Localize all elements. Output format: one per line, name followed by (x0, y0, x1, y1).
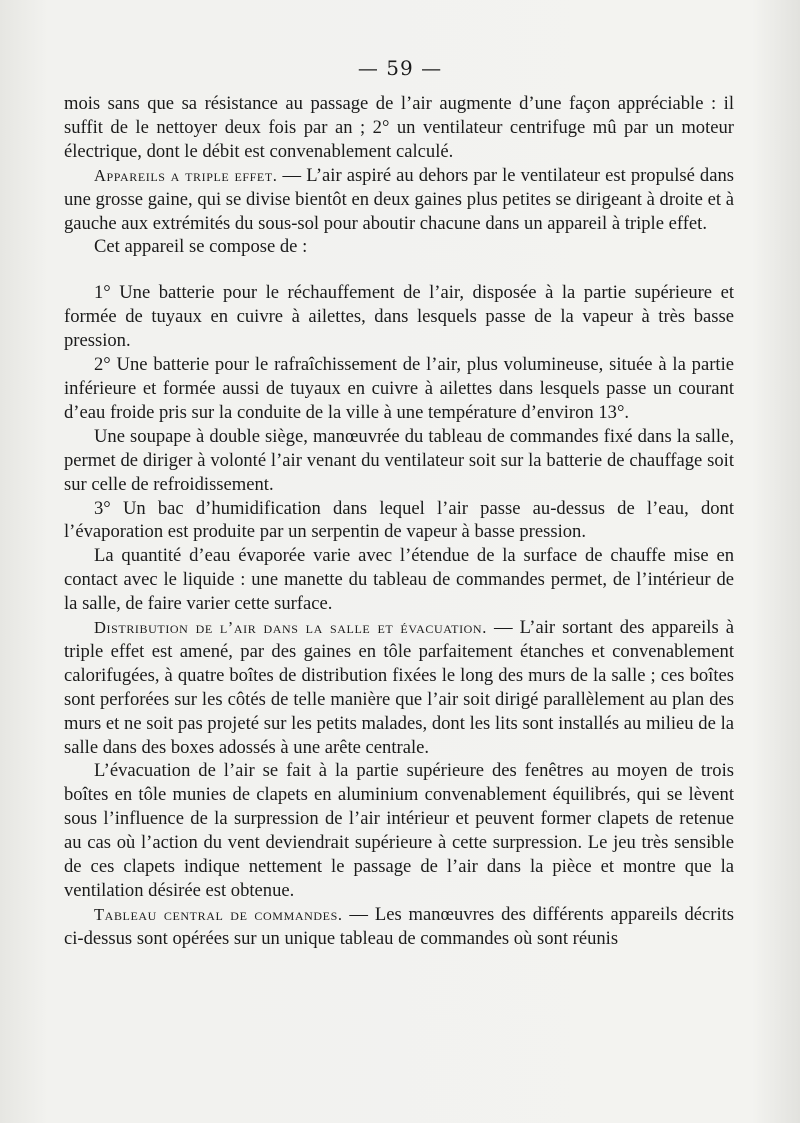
paragraph: Cet appareil se compose de : (94, 236, 308, 258)
paragraph: Une soupape à double siège, manœuvrée du tableau de commandes fixé dans la salle, permet de diriger à volonté l’air venant du ventilateur soit sur la batterie de chauffage soit sur celle de refroidissement. (64, 425, 734, 495)
paragraph: mois sans que sa résistance au passage de l’air augmente d’une façon appréciable : il suffit de le nettoyer deux fois par an ; 2° un ventilateur centrifuge mû par un moteur électrique, dont le débit est convenablement calculé. (64, 93, 734, 162)
paragraph: L’évacuation de l’air se fait à la partie supérieure des fenêtres au moyen de trois boîtes en tôle munies de clapets en aluminium convenablement équilibrés, qui se lèvent sous l’influence de la surpression de l’air intérieur et peuvent former clapets de retenue au cas où l’action du vent deviendrait supérieure à cette surpression. Le jeu très sensible de ces clapets indique nettement le passage de l’air dans la pièce et montre que la ventilation désirée est obtenue. (64, 760, 734, 901)
list-item: 3° Un bac d’humidification dans lequel l’air passe au-dessus de l’eau, dont l’évaporation est produite par un serpentin de vapeur à basse pression. (64, 497, 734, 543)
page-number: — 59 — (357, 56, 443, 80)
list-item: 2° Une batterie pour le rafraîchissement de l’air, plus volumineuse, située à la partie inférieure et formée aussi de tuyaux en cuivre à ailettes dans lesquels passe un courant d’eau froide pris sur la conduite de la ville à une température d’environ 13°. (64, 354, 734, 423)
section-heading: Tableau central de commandes. (94, 904, 343, 924)
list-item: 1° Une batterie pour le réchauffement de l’air, disposée à la partie supérieure et formée de tuyaux en cuivre à ailettes, dans lesquels passe de la vapeur à très basse pression. (64, 282, 734, 352)
paragraph: La quantité d’eau évaporée varie avec l’étendue de la surface de chauffe mise en contact avec le liquide : une manette du tableau de commandes permet, de l’intérieur de la salle, de faire varier cette surface. (64, 545, 734, 615)
paragraph: Tableau central de commandes. — Les manœuvres des différents appareils décrits ci-dessus sont opérées sur un unique tableau de commandes où sont réunis (64, 903, 735, 949)
body-text (64, 92, 734, 951)
paragraph: Distribution de l’air dans la salle et évacuation. — L’air sortant des appareils à triple effet est amené, par des gaines en tôle parfaitement étanches et convenablement calorifugées, à quatre boîtes de distribution fixées le long des murs de la salle ; ces boîtes sont perforées sur les côtés de telle manière que l’air soit dirigé parallèlement au plan des murs et ne soit pas projeté sur les petits malades, dont les lits sont installés au milieu de la salle dans des boxes adossés à une arête centrale. (64, 617, 734, 758)
section-heading: Distribution de l’air dans la salle et évacuation. (94, 618, 487, 638)
paragraph: Appareils a triple effet. — L’air aspiré au dehors par le ventilateur est propulsé dans une grosse gaine, qui se divise bientôt en deux gaines plus petites se dirigeant à droite et à gauche aux extrémités du sous-sol pour aboutir chacune dans un appareil à triple effet. (64, 164, 734, 234)
section-heading: Appareils a triple effet. (94, 165, 278, 185)
